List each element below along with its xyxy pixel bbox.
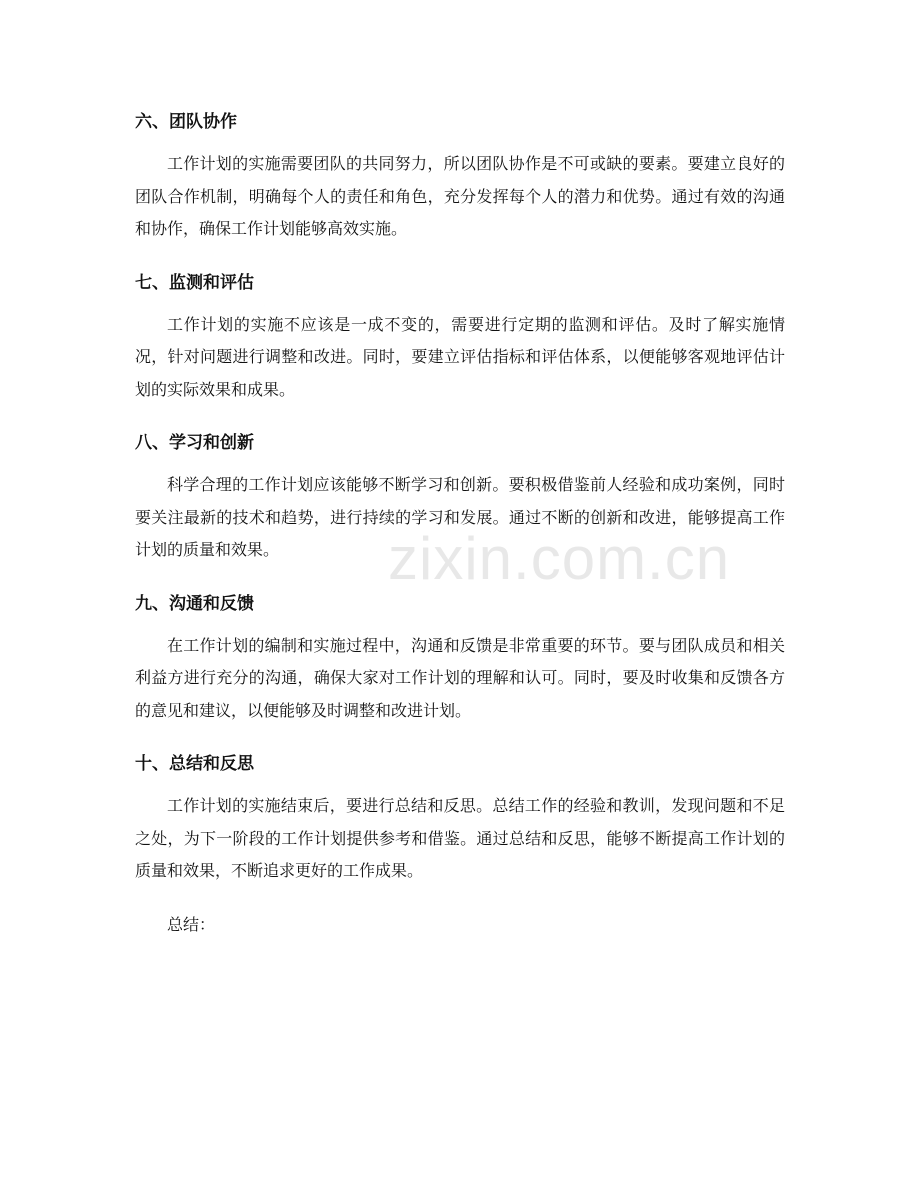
document-body bbox=[135, 106, 785, 941]
section-summary-reflection bbox=[135, 748, 785, 888]
summary-label: 总结： bbox=[167, 914, 216, 934]
section-paragraph: 工作计划的实施需要团队的共同努力，所以团队协作是不可或缺的要素。要建立良好的团队合作机制，明确每个人的责任和角色，充分发挥每个人的潜力和优势。通过有效的沟通和协作，确保工作计划能够高效实施。 bbox=[135, 154, 785, 238]
section-paragraph: 科学合理的工作计划应该能够不断学习和创新。要积极借鉴前人经验和成功案例，同时要关注最新的技术和趋势，进行持续的学习和发展。通过不断的创新和改进，能够提高工作计划的质量和效果。 bbox=[135, 475, 785, 559]
section-learning-innovation bbox=[135, 427, 785, 567]
section-heading: 八、学习和创新 bbox=[135, 433, 254, 453]
section-monitoring-evaluation bbox=[135, 267, 785, 407]
section-heading: 七、监测和评估 bbox=[135, 272, 254, 293]
section-paragraph: 工作计划的实施结束后，要进行总结和反思。总结工作的经验和教训，发现问题和不足之处，为下一阶段的工作计划提供参考和借鉴。通过总结和反思，能够不断提高工作计划的质量和效果，不断追求更好的工作成果。 bbox=[135, 796, 785, 880]
section-heading: 十、总结和反思 bbox=[135, 754, 254, 774]
section-paragraph: 工作计划的实施不应该是一成不变的，需要进行定期的监测和评估。及时了解实施情况，针对问题进行调整和改进。同时，要建立评估指标和评估体系，以便能够客观地评估计划的实际效果和成果。 bbox=[135, 314, 785, 399]
watermark-text: zixin.com.cn bbox=[388, 525, 731, 592]
section-communication-feedback bbox=[135, 588, 785, 728]
section-paragraph: 在工作计划的编制和实施过程中，沟通和反馈是非常重要的环节。要与团队成员和相关利益方进行充分的沟通，确保大家对工作计划的理解和认可。同时，要及时收集和反馈各方的意见和建议，以便能够及时调整和改进计划。 bbox=[135, 635, 785, 720]
section-heading: 六、团队协作 bbox=[135, 112, 237, 132]
section-team-collaboration bbox=[135, 106, 785, 246]
section-heading: 九、沟通和反馈 bbox=[135, 593, 254, 614]
